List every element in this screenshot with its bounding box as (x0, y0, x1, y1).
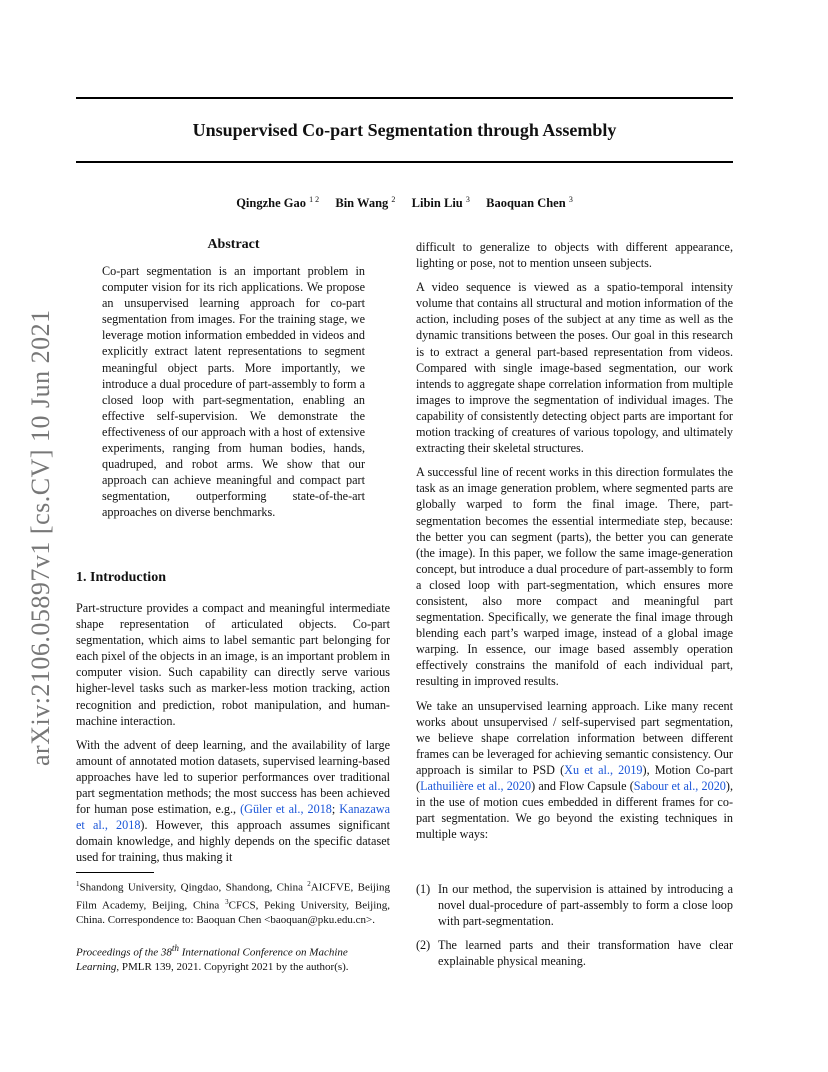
author-name: Libin Liu (411, 196, 463, 211)
author-name: Bin Wang (335, 196, 389, 211)
body-paragraph: difficult to generalize to objects with different appearance, lighting or pose, not to mention unseen subjects. (416, 240, 733, 271)
paragraph-text: We take an unsupervised learning approach. Like many recent works about unsupervised / self-supervised part segmentation, we believe shape correlation information between different frames can be leveraged for achieving semantic consistency. Our approach is similar to PSD ( (416, 698, 733, 777)
list-number: (1) (416, 882, 431, 896)
paragraph-text: ), Motion Co-part ( (416, 762, 733, 793)
citation-link[interactable]: (Güler et al., 2018 (240, 802, 332, 817)
paragraph-text: ), in the use of motion cues embedded in different frames for co-part segmentation. We go beyond the existing techniques in multiple ways: (416, 779, 733, 842)
abstract-text: Co-part segmentation is an important problem in computer vision for its rich applications. We propose an unsupervised learning approach for co-part segmentation from images. For the training stage, we leverage motion information embedded in videos and explicitly extract latent representations to segment meaningful object parts. More importantly, we introduce a dual procedure of part-assembly to form a closed loop with part-segmentation, enabling an effective self-supervision. We demonstrate the effectiveness of our approach with a host of extensive experiments, ranging from human bodies, hands, quadruped, and robot arms. We show that our approach can achieve meaningful and compact part segmentation, outperforming state-of-the-art approaches on diverse benchmarks. (102, 264, 365, 520)
author-name: Baoquan Chen (486, 196, 566, 211)
paragraph-text: ; (331, 802, 340, 817)
citation-link[interactable]: Lathuilière et al., 2020 (420, 779, 532, 793)
title-rule-top (76, 97, 733, 99)
footnote-rule (76, 872, 154, 873)
citation-link[interactable]: Kanazawa et al., 2018 (76, 802, 391, 833)
list-item (416, 881, 733, 929)
footnote-text: AICFVE, Beijing Film Academy, Beijing, China (76, 881, 390, 912)
author-list (76, 191, 733, 212)
paragraph-text: With the advent of deep learning, and the availability of large amount of annotated motion datasets, supervised learning-based approaches have led to superior performances over traditional part segmentation methods; the most success has been achieved for human pose estimation, e.g., (76, 737, 390, 817)
author-affiliation: 3 (465, 195, 470, 204)
author-affiliation: 1 2 (309, 195, 320, 204)
author-name: Qingzhe Gao (236, 196, 306, 211)
arxiv-stamp-text: arXiv:2106.05897v1 [cs.CV] 10 Jun 2021 (26, 309, 55, 766)
abstract-heading: Abstract (207, 237, 260, 252)
paragraph-text: ). However, this approach assumes significant domain knowledge, and highly depends on the specific dataset used for training, thus making it (76, 818, 390, 865)
contribution-list (416, 881, 733, 977)
intro-paragraph (76, 737, 390, 866)
proceedings-note (76, 941, 390, 975)
body-paragraph: A successful line of recent works in this direction formulates the task as an image generation problem, where segmented parts are globally warped to form the final image. There, part-segmentation becomes the essential intermediate step, because: the better you can segment (parts), the better you can generate (the image). In this paper, we follow the same image-generation concept, but introduce a dual procedure of part-assembly to form a closed loop with part-segmentation, which ensures more consistent, also more compact and meaningful part segmentation. Specifically, we generate the final image through blending each part’s warped image, instead of a global image warping. In essence, our image based assembly operation effectively constrains the manifold of each individual part, resulting in improved results. (416, 465, 733, 689)
footnote-text: Shandong University, Qingdao, Shandong, China (79, 881, 308, 894)
footnote-marker: 3 (225, 898, 229, 907)
author-affiliation: 3 (568, 195, 573, 204)
paper-title: Unsupervised Co-part Segmentation through Assembly (192, 120, 617, 140)
proceedings-superscript: th (171, 943, 179, 953)
author-affiliation: 2 (391, 195, 396, 204)
proceedings-text: , PMLR 139, 2021. Copyright 2021 by the author(s). (116, 961, 349, 974)
body-paragraph: A video sequence is viewed as a spatio-temporal intensity volume that contains all structural and motion information of the action, including poses of the subject at any time as well as the dynamic transitions between the poses. Our goal in this research is to extract a general part-based representation from videos. Compared with single image-based segmentation, our work intends to aggregate shape correlation information from multiple images to improve the segmentation of individual images. The capability of consistently detecting object parts are important for motion tracking of creatures of various topology, and ultimately extracting their skeletal structures. (416, 280, 733, 456)
affiliation-footnote (76, 877, 390, 928)
intro-paragraph: Part-structure provides a compact and meaningful intermediate shape representation of articulated objects. Co-part segmentation, which aims to label semantic part belonging for each pixel of the objects in an image, is an important problem in computer vision. Such capability can directly serve various higher-level tasks such as marker-less motion tracking, action recognition and prediction, robot manipulation, and human-machine interaction. (76, 601, 390, 728)
list-text: The learned parts and their transformation have clear explainable physical meaning. (438, 938, 733, 969)
paragraph-text: ) and Flow Capsule ( (531, 779, 634, 793)
arxiv-stamp (20, 290, 54, 770)
list-item (416, 937, 733, 969)
list-number: (2) (416, 938, 431, 953)
proceedings-text: Proceedings of the 38 (76, 946, 172, 959)
footnote-marker: 2 (307, 880, 311, 888)
footnote-text: CFCS, Peking University, Beijing, China. Correspondence to: Baoquan Chen <baoquan@pku.edu.cn>. (76, 899, 391, 927)
footnote-marker: 1 (76, 880, 80, 888)
title-rule-bottom (76, 161, 733, 163)
citation-link[interactable]: Sabour et al., 2020 (633, 779, 726, 793)
left-column (76, 600, 390, 874)
body-paragraph (416, 698, 733, 843)
right-column (416, 239, 733, 850)
citation-link[interactable]: Xu et al., 2019 (564, 762, 643, 777)
proceedings-text: International Conference on Machine Learning (76, 946, 348, 974)
list-text: In our method, the supervision is attained by introducing a novel dual-procedure of part-assembly to form a close loop with part-segmentation. (438, 882, 733, 929)
section-heading-introduction: 1. Introduction (76, 570, 166, 585)
